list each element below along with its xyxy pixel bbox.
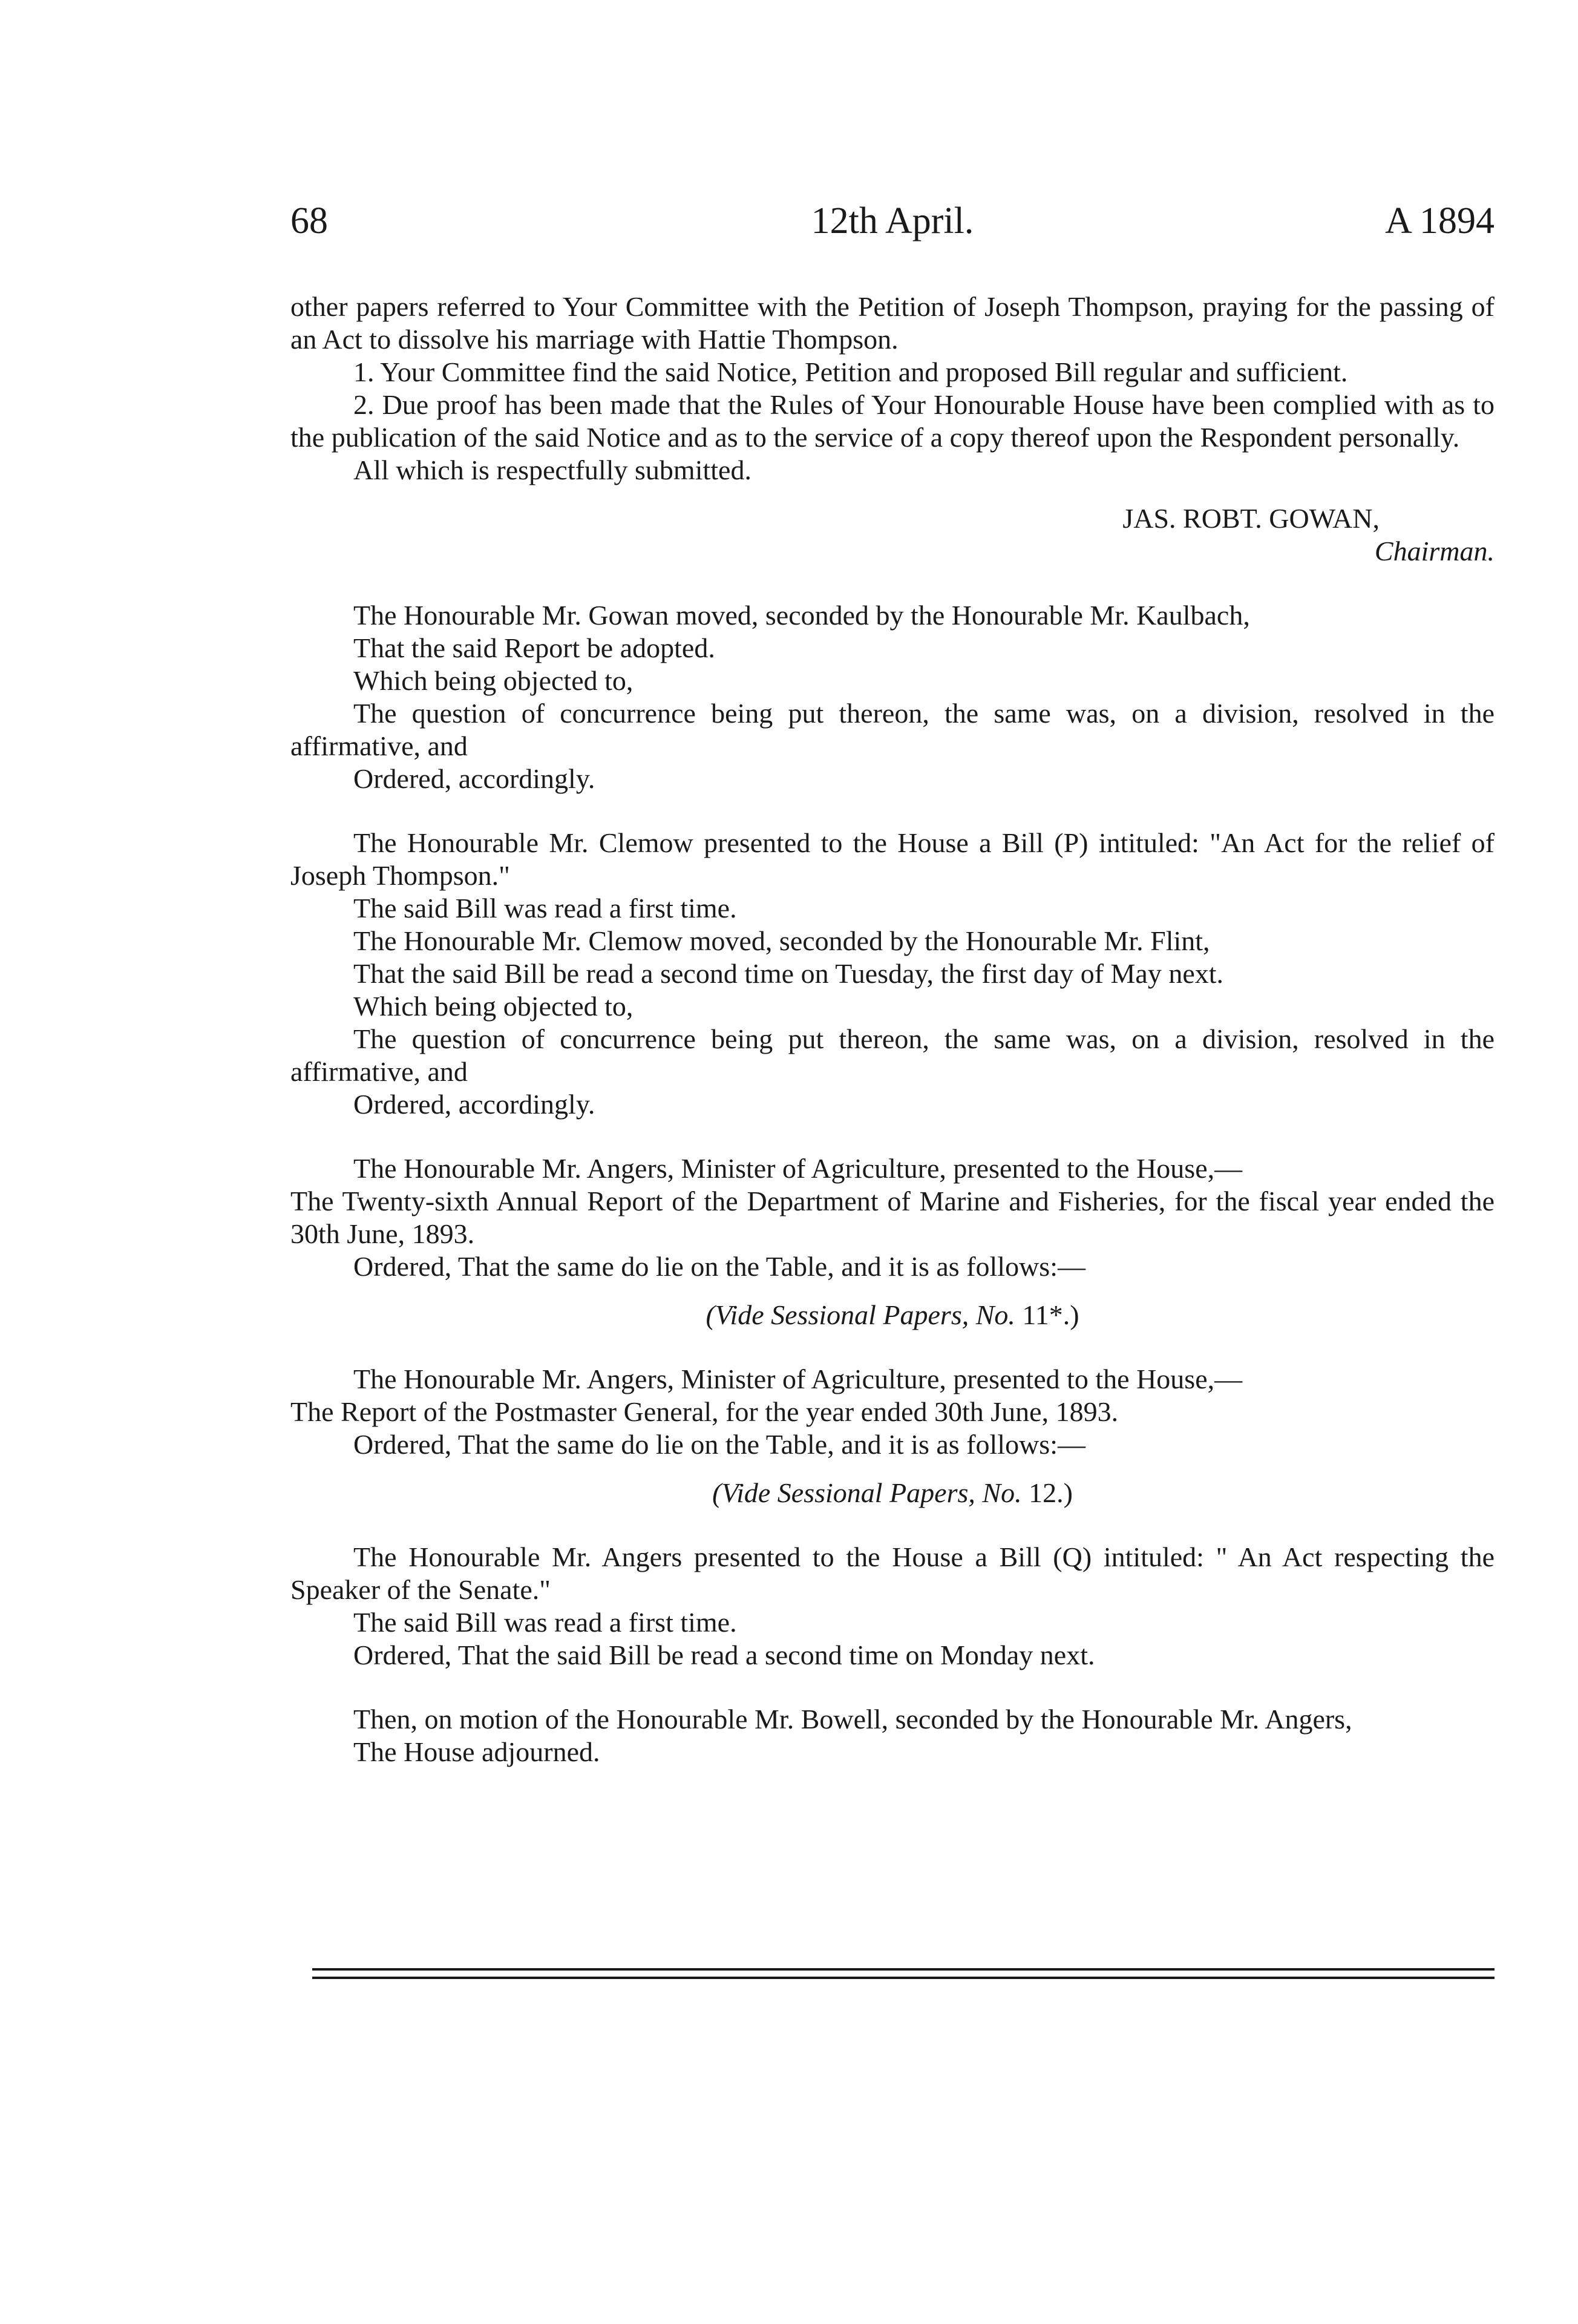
- report2-line: The Honourable Mr. Angers, Minister of Agriculture, presented to the House,—: [353, 1364, 1243, 1394]
- report1-line: The Twenty-sixth Annual Report of the Department of Marine and Fisheries, for the fiscal year ended the 30th June, 1893.: [290, 1186, 1495, 1249]
- motion-line: Which being objected to,: [353, 665, 633, 696]
- bill-q-line: The Honourable Mr. Angers presented to the House a Bill (Q) intituled: " An Act respecting the Speaker of the Senate.": [290, 1541, 1495, 1605]
- page-header: [290, 200, 1495, 248]
- bill-p-line: Ordered, accordingly.: [353, 1089, 595, 1120]
- vide-reference-1: [290, 1299, 1495, 1331]
- bill-q-line: The said Bill was read a first time.: [353, 1607, 737, 1638]
- vide-reference-2: [290, 1477, 1495, 1509]
- signature-name: JAS. ROBT. GOWAN,: [1122, 503, 1380, 534]
- vide-text: (Vide Sessional Papers, No.: [706, 1299, 1015, 1330]
- motion-line: The question of concurrence being put thereon, the same was, on a division, resolved in the affirmative, and: [290, 698, 1495, 761]
- bill-p-line: That the said Bill be read a second time on Tuesday, the first day of May next.: [353, 958, 1224, 989]
- adjourn-line: Then, on motion of the Honourable Mr. Bowell, seconded by the Honourable Mr. Angers,: [353, 1704, 1352, 1735]
- bill-q-line: Ordered, That the said Bill be read a second time on Monday next.: [353, 1640, 1095, 1670]
- bill-p-line: The Honourable Mr. Clemow moved, seconded by the Honourable Mr. Flint,: [353, 925, 1210, 956]
- vide-text: (Vide Sessional Papers, No.: [712, 1477, 1022, 1508]
- bill-p-line: The said Bill was read a first time.: [353, 893, 737, 924]
- adjourn-line: The House adjourned.: [353, 1736, 600, 1767]
- report-paragraph: 2. Due proof has been made that the Rules of Your Honourable House have been complied with as to the publication of the said Notice and as to the service of a copy thereof upon the Respondent personally.: [290, 389, 1495, 453]
- page-date: 12th April.: [811, 200, 974, 241]
- motion-line: That the said Report be adopted.: [353, 632, 715, 663]
- report1-line: The Honourable Mr. Angers, Minister of Agriculture, presented to the House,—: [353, 1153, 1243, 1184]
- report-paragraph: 1. Your Committee find the said Notice, Petition and proposed Bill regular and sufficient.: [353, 356, 1348, 387]
- bill-p-line: Which being objected to,: [353, 991, 633, 1022]
- report2-line: Ordered, That the same do lie on the Table, and it is as follows:—: [353, 1429, 1085, 1460]
- report2-line: The Report of the Postmaster General, for the year ended 30th June, 1893.: [290, 1396, 1119, 1427]
- journal-body: [290, 290, 1495, 1768]
- motion-line: The Honourable Mr. Gowan moved, seconded by the Honourable Mr. Kaulbach,: [353, 600, 1250, 631]
- signature-title: Chairman.: [1374, 536, 1495, 566]
- footer-rule-bottom: [312, 1977, 1495, 1979]
- vide-number: 11*.): [1022, 1299, 1079, 1330]
- motion-line: Ordered, accordingly.: [353, 763, 595, 794]
- page-year: A 1894: [1385, 200, 1495, 241]
- report-paragraph: other papers referred to Your Committee with the Petition of Joseph Thompson, praying for the passing of an Act to dissolve his marriage with Hattie Thompson.: [290, 291, 1495, 355]
- page-number: 68: [290, 200, 328, 241]
- vide-number: 12.): [1029, 1477, 1073, 1508]
- footer-rule-top: [312, 1968, 1495, 1971]
- bill-p-line: The question of concurrence being put thereon, the same was, on a division, resolved in the affirmative, and: [290, 1023, 1495, 1087]
- report1-line: Ordered, That the same do lie on the Table, and it is as follows:—: [353, 1251, 1085, 1282]
- report-paragraph: All which is respectfully submitted.: [353, 455, 751, 485]
- bill-p-line: The Honourable Mr. Clemow presented to the House a Bill (P) intituled: "An Act for the relief of Joseph Thompson.": [290, 827, 1495, 891]
